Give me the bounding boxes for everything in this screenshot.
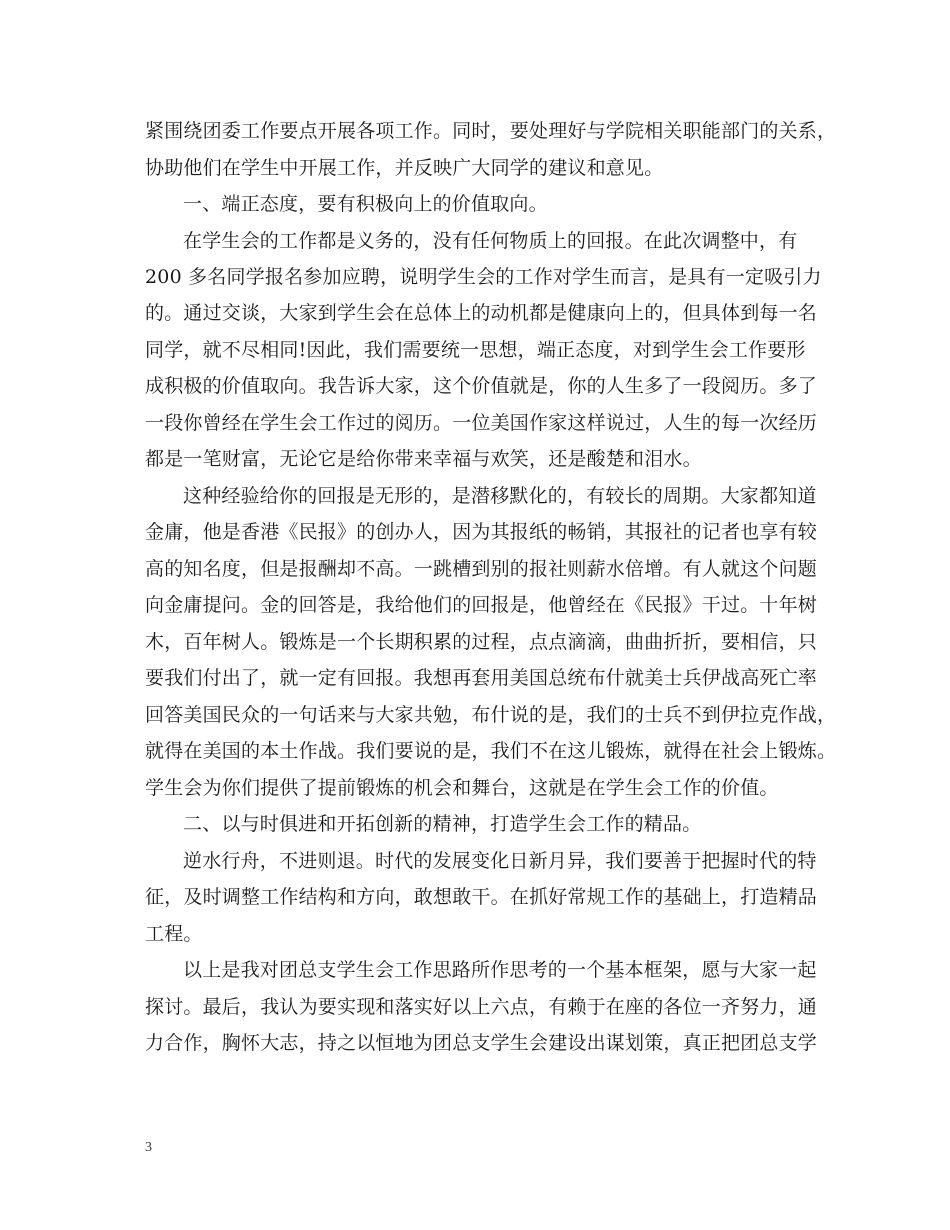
section-heading: 一、端正态度，要有积极向上的价值取向。	[183, 193, 548, 215]
text-line: 这种经验给你的回报是无形的，是潜移默化的，有较长的周期。大家都知道	[183, 485, 817, 507]
text-line: 向金庸提问。金的回答是，我给他们的回报是，他曾经在《民报》干过。十年树	[145, 594, 818, 616]
text-line: 木，百年树人。锻炼是一个长期积累的过程，点点滴滴，曲曲折折，要相信，只	[145, 631, 818, 653]
text-line: 一段你曾经在学生会工作过的阅历。一位美国作家这样说过，人生的每一次经历	[145, 412, 818, 434]
text-line: 工程。	[145, 923, 203, 945]
text-line: 逆水行舟，不进则退。时代的发展变化日新月异，我们要善于把握时代的特	[183, 850, 817, 872]
text-line: 回答美国民众的一句话来与大家共勉，布什说的是，我们的士兵不到伊拉克作战，	[145, 704, 837, 726]
text-line: 以上是我对团总支学生会工作思路所作思考的一个基本框架，愿与大家一起	[183, 959, 817, 981]
text-line: 同学，就不尽相同!因此，我们需要统一思想，端正态度，对到学生会工作要形	[145, 339, 806, 361]
text-line: 的。通过交谈，大家到学生会在总体上的动机都是健康向上的，但具体到每一名	[145, 302, 818, 324]
text-line: 在学生会的工作都是义务的，没有任何物质上的回报。在此次调整中，有	[183, 230, 798, 252]
text-line: 征，及时调整工作结构和方向，敢想敢干。在抓好常规工作的基础上，打造精品	[145, 886, 818, 908]
text-line: 200 多名同学报名参加应聘，说明学生会的工作对学生而言，是具有一定吸引力	[145, 266, 822, 288]
page-number: 3	[145, 1140, 152, 1155]
text-line: 力合作，胸怀大志，持之以恒地为团总支学生会建设出谋划策，真正把团总支学	[145, 1032, 818, 1054]
text-line: 金庸，他是香港《民报》的创办人，因为其报纸的畅销，其报社的记者也享有较	[145, 521, 818, 543]
text-line: 高的知名度，但是报酬却不高。一跳槽到别的报社则薪水倍增。有人就这个问题	[145, 558, 818, 580]
text-line: 紧围绕团委工作要点开展各项工作。同时，要处理好与学院相关职能部门的关系，	[145, 120, 837, 142]
text-line: 协助他们在学生中开展工作，并反映广大同学的建议和意见。	[145, 157, 664, 179]
section-heading: 二、以与时俱进和开拓创新的精神，打造学生会工作的精品。	[183, 813, 702, 835]
text-line: 要我们付出了，就一定有回报。我想再套用美国总统布什就美士兵伊战高死亡率	[145, 667, 818, 689]
text-line: 就得在美国的本土作战。我们要说的是，我们不在这儿锻炼，就得在社会上锻炼。	[145, 740, 837, 762]
text-line: 探讨。最后，我认为要实现和落实好以上六点，有赖于在座的各位一齐努力，通	[145, 996, 818, 1018]
text-line: 都是一笔财富，无论它是给你带来幸福与欢笑，还是酸楚和泪水。	[145, 448, 702, 470]
text-line: 成积极的价值取向。我告诉大家，这个价值就是，你的人生多了一段阅历。多了	[145, 375, 818, 397]
text-line: 学生会为你们提供了提前锻炼的机会和舞台，这就是在学生会工作的价值。	[145, 777, 779, 799]
